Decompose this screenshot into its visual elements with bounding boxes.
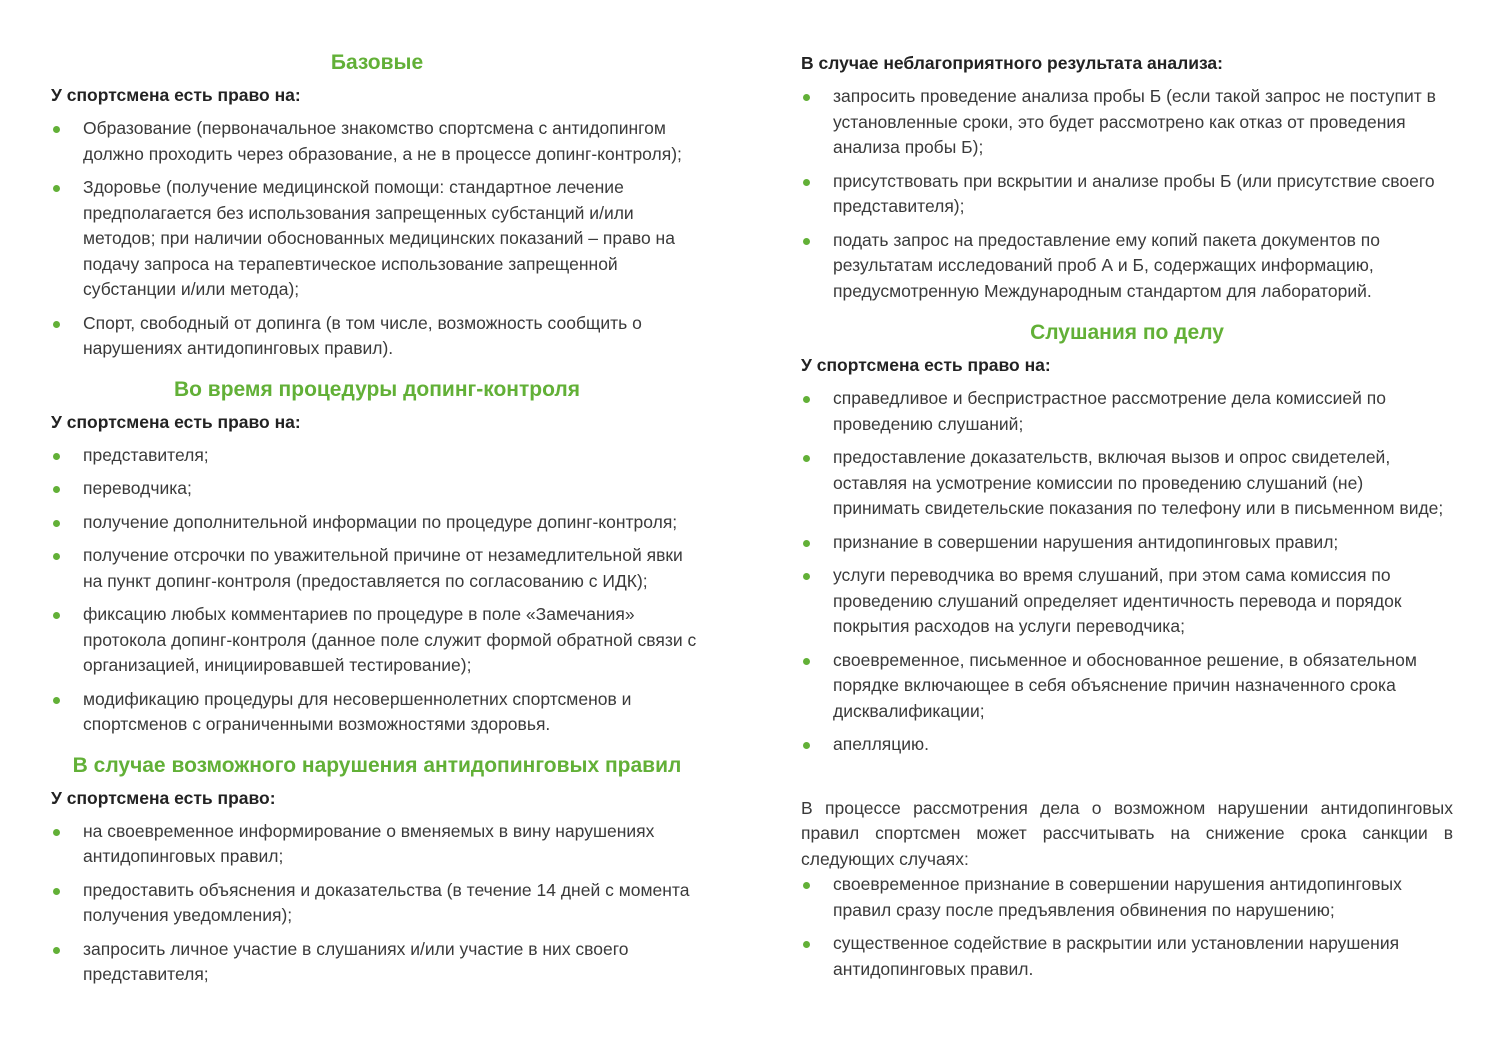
list-item: фиксацию любых комментариев по процедуре в поле «Замечания» протокола допинг-контроля (данное поле служит формой обратной связи с организацией, инициировавшей тестирование); [51, 602, 703, 679]
list-item: получение дополнительной информации по процедуре допинг-контроля; [51, 510, 703, 536]
bullet-icon [53, 321, 60, 328]
bullet-icon [803, 573, 810, 580]
heading-basic: Базовые [330, 51, 424, 74]
bullet-icon [803, 179, 810, 186]
right-column [801, 48, 1453, 990]
sanction-reduction-paragraph: В процессе рассмотрения дела о возможном нарушении антидопинговых правил спортсмен может рассчитывать на снижение срока санкции в следующих случаях: [801, 797, 1453, 869]
list-doping-control [51, 443, 703, 738]
bullet-icon [803, 238, 810, 245]
list-item: справедливое и беспристрастное рассмотрение дела комиссией по проведению слушаний; [801, 386, 1453, 437]
lead-doping-control: У спортсмена есть право на: [51, 411, 301, 432]
bullet-icon [803, 658, 810, 665]
list-item: получение отсрочки по уважительной причине от незамедлительной явки на пункт допинг-контроля (предоставляется по согласованию с ИДК); [51, 543, 703, 594]
bullet-icon [53, 612, 60, 619]
lead-adverse-result: В случае неблагоприятного результата анализа: [801, 53, 1223, 73]
list-item: признание в совершении нарушения антидопинговых правил; [801, 530, 1453, 556]
lead-hearing: У спортсмена есть право на: [801, 355, 1051, 375]
list-item: предоставление доказательств, включая вызов и опрос свидетелей, оставляя на усмотрение комиссии по проведению слушаний (не) принимать свидетельские показания по телефону или в письменном виде; [801, 445, 1453, 522]
list-item: на своевременное информирование о вменяемых в вину нарушениях антидопинговых правил; [51, 819, 703, 870]
heading-doping-control: Во время процедуры допинг-контроля [173, 377, 581, 401]
bullet-icon [803, 941, 810, 948]
list-item: существенное содействие в раскрытии или установлении нарушения антидопинговых правил. [801, 931, 1453, 982]
list-sanction-reduction [801, 872, 1453, 982]
list-item: своевременное, письменное и обоснованное решение, в обязательном порядке включающее в себя объяснение причин назначенного срока дисквалификации; [801, 648, 1453, 725]
list-item: предоставить объяснения и доказательства (в течение 14 дней с момента получения уведомления); [51, 878, 703, 929]
list-item: Спорт, свободный от допинга (в том числе, возможность сообщить о нарушениях антидопинговых правил). [51, 311, 703, 362]
bullet-icon [53, 829, 60, 836]
list-item: апелляцию. [801, 732, 1453, 758]
bullet-icon [803, 455, 810, 462]
bullet-icon [53, 520, 60, 527]
bullet-icon [53, 947, 60, 954]
heading-hearing: Слушания по делу [1030, 321, 1224, 344]
bullet-icon [803, 882, 810, 889]
list-item: услуги переводчика во время слушаний, при этом сама комиссия по проведению слушаний определяет идентичность перевода и порядок покрытия расходов на услуги переводчика; [801, 563, 1453, 640]
list-violation [51, 819, 703, 988]
list-item: Образование (первоначальное знакомство спортсмена с антидопингом должно проходить через образование, а не в процессе допинг-контроля); [51, 116, 703, 167]
bullet-icon [53, 486, 60, 493]
bullet-icon [53, 126, 60, 133]
bullet-icon [803, 396, 810, 403]
lead-violation: У спортсмена есть право: [51, 787, 276, 808]
list-item: представителя; [51, 443, 703, 469]
bullet-icon [803, 94, 810, 101]
list-item: присутствовать при вскрытии и анализе пробы Б (или присутствие своего представителя); [801, 169, 1453, 220]
bullet-icon [803, 540, 810, 547]
left-column [51, 48, 703, 996]
list-adverse-result [801, 84, 1453, 304]
list-item: подать запрос на предоставление ему копий пакета документов по результатам исследований проб А и Б, содержащих информацию, предусмотренную Международным стандартом для лабораторий. [801, 228, 1453, 305]
list-item: модификацию процедуры для несовершеннолетних спортсменов и спортсменов с ограниченными возможностями здоровья. [51, 687, 703, 738]
list-item: запросить проведение анализа пробы Б (если такой запрос не поступит в установленные сроки, это будет рассмотрено как отказ от проведения анализа пробы Б); [801, 84, 1453, 161]
list-basic [51, 116, 703, 362]
heading-violation: В случае возможного нарушения антидопинговых правил [72, 753, 682, 777]
list-hearing [801, 386, 1453, 758]
bullet-icon [53, 453, 60, 460]
bullet-icon [803, 742, 810, 749]
bullet-icon [53, 697, 60, 704]
bullet-icon [53, 185, 60, 192]
bullet-icon [53, 888, 60, 895]
list-item: запросить личное участие в слушаниях и/или участие в них своего представителя; [51, 937, 703, 988]
list-item: переводчика; [51, 476, 703, 502]
lead-basic: У спортсмена есть право на: [51, 85, 301, 105]
list-item: Здоровье (получение медицинской помощи: стандартное лечение предполагается без использования запрещенных субстанций и/или методов; при наличии обоснованных медицинских показаний – право на подачу запроса на терапевтическое использование запрещенной субстанции и/или метода); [51, 175, 703, 303]
bullet-icon [53, 553, 60, 560]
list-item: своевременное признание в совершении нарушения антидопинговых правил сразу после предъявления обвинения по нарушению; [801, 872, 1453, 923]
